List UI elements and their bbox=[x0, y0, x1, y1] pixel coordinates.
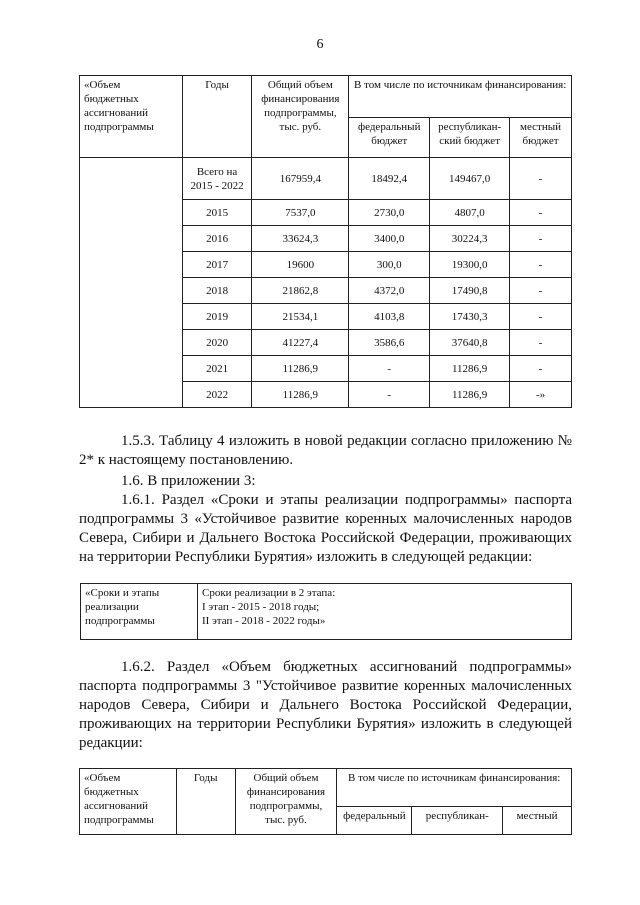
cell-local: - bbox=[510, 356, 572, 382]
cell-total: 21862,8 bbox=[252, 278, 349, 304]
cell-federal: 18492,4 bbox=[349, 158, 430, 200]
header-years: Годы bbox=[182, 76, 252, 158]
paragraph-1-6-2: 1.6.2. Раздел «Объем бюджетных ассигнований подпрограммы» паспорта подпрограммы 3 "Устойчивое развитие коренных малочисленных народов Севера, Сибири и Дальнего Востока Российской Федерации, проживающих на территории Республики Бурятия» изложить в следующей редакции: bbox=[79, 659, 572, 751]
stages-line-2: I этап - 2015 - 2018 годы; bbox=[202, 601, 320, 613]
cell-local: - bbox=[510, 226, 572, 252]
cell-republic: 19300,0 bbox=[430, 252, 510, 278]
cell-republic: 17430,3 bbox=[430, 304, 510, 330]
cell-total: 7537,0 bbox=[252, 200, 349, 226]
header-federal: федеральный bbox=[337, 807, 412, 835]
budget-table-2 bbox=[79, 768, 572, 835]
cell-local: - bbox=[510, 304, 572, 330]
cell-total: 33624,3 bbox=[252, 226, 349, 252]
cell-total: 21534,1 bbox=[252, 304, 349, 330]
cell-year: 2017 bbox=[182, 252, 252, 278]
stages-line-3: II этап - 2018 - 2022 годы» bbox=[202, 615, 326, 627]
header-years: Годы bbox=[176, 769, 235, 835]
cell-federal: 3400,0 bbox=[349, 226, 430, 252]
cell-year: 2018 bbox=[182, 278, 252, 304]
budget-table-1 bbox=[79, 75, 572, 408]
paragraph-1-6: 1.6. В приложении 3: bbox=[121, 473, 256, 489]
header-republic: республикан- bbox=[412, 807, 503, 835]
table-row bbox=[80, 158, 572, 200]
header-republic: республикан-ский бюджет bbox=[430, 118, 510, 158]
cell-federal: - bbox=[349, 356, 430, 382]
cell-year: 2019 bbox=[182, 304, 252, 330]
cell-federal: 3586,6 bbox=[349, 330, 430, 356]
cell-local: - bbox=[510, 330, 572, 356]
header-sources: В том числе по источникам финансирования: bbox=[337, 769, 572, 807]
header-sources: В том числе по источникам финансирования: bbox=[349, 76, 572, 118]
header-total: Общий объем финансирования подпрограммы, тыс. руб. bbox=[252, 76, 349, 158]
stages-line-1: Сроки реализации в 2 этапа: bbox=[202, 587, 336, 599]
cell-year: 2015 bbox=[182, 200, 252, 226]
cell-republic: 4807,0 bbox=[430, 200, 510, 226]
header-local: местный bbox=[503, 807, 572, 835]
cell-local: - bbox=[510, 278, 572, 304]
cell-federal: 4372,0 bbox=[349, 278, 430, 304]
paragraph-1-5-3: 1.5.3. Таблицу 4 изложить в новой редакции согласно приложению № 2* к настоящему постановлению. bbox=[79, 433, 572, 468]
cell-local: - bbox=[510, 158, 572, 200]
cell-total: 19600 bbox=[252, 252, 349, 278]
cell-total: 167959,4 bbox=[252, 158, 349, 200]
cell-local: - bbox=[510, 252, 572, 278]
cell-year: Всего на 2015 - 2022 bbox=[182, 158, 252, 200]
cell-republic: 11286,9 bbox=[430, 382, 510, 408]
cell-total: 11286,9 bbox=[252, 382, 349, 408]
cell-republic: 149467,0 bbox=[430, 158, 510, 200]
cell-republic: 11286,9 bbox=[430, 356, 510, 382]
stages-content bbox=[198, 584, 572, 640]
header-local: местный бюджет bbox=[510, 118, 572, 158]
cell-year: 2020 bbox=[182, 330, 252, 356]
cell-federal: - bbox=[349, 382, 430, 408]
page-number: 6 bbox=[316, 37, 324, 52]
paragraph-1-6-1: 1.6.1. Раздел «Сроки и этапы реализации подпрограммы» паспорта подпрограммы 3 «Устойчивое развитие коренных малочисленных народов Севера, Сибири и Дальнего Востока Российской Федерации, проживающих на территории Республики Бурятия» изложить в следующей редакции: bbox=[79, 492, 572, 565]
cell-local: - bbox=[510, 200, 572, 226]
cell-federal: 2730,0 bbox=[349, 200, 430, 226]
stages-label: «Сроки и этапы реализации подпрограммы bbox=[81, 584, 198, 640]
cell-year: 2022 bbox=[182, 382, 252, 408]
cell-year: 2016 bbox=[182, 226, 252, 252]
header-federal: федеральный бюджет bbox=[349, 118, 430, 158]
cell-republic: 37640,8 bbox=[430, 330, 510, 356]
cell-local: -» bbox=[510, 382, 572, 408]
header-volume: «Объем бюджетных ассигнований подпрограммы bbox=[80, 76, 183, 158]
header-total: Общий объем финансирования подпрограммы, тыс. руб. bbox=[235, 769, 337, 835]
stages-table bbox=[80, 583, 572, 640]
cell-federal: 4103,8 bbox=[349, 304, 430, 330]
cell-republic: 30224,3 bbox=[430, 226, 510, 252]
cell-total: 11286,9 bbox=[252, 356, 349, 382]
cell-republic: 17490,8 bbox=[430, 278, 510, 304]
cell-total: 41227,4 bbox=[252, 330, 349, 356]
header-volume: «Объем бюджетных ассигнований подпрограммы bbox=[80, 769, 177, 835]
cell-year: 2021 bbox=[182, 356, 252, 382]
cell-federal: 300,0 bbox=[349, 252, 430, 278]
